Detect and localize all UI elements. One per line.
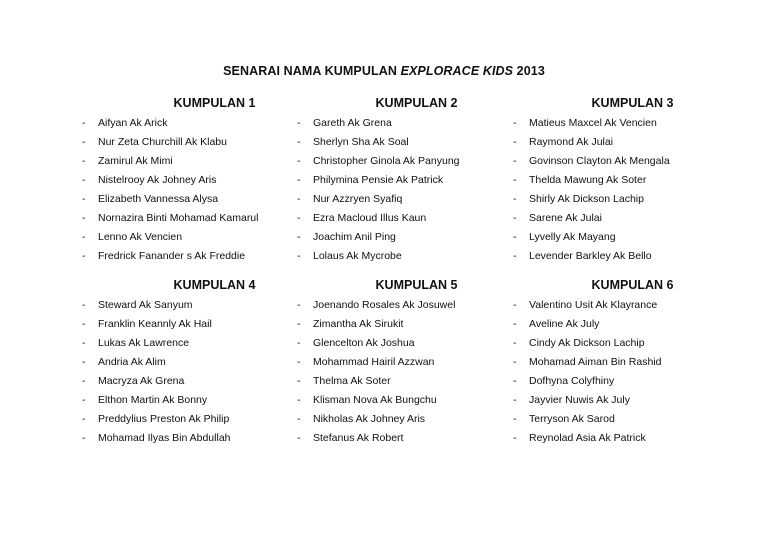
bullet-dash: - [513, 318, 517, 330]
bullet-dash: - [297, 212, 301, 224]
bullet-dash: - [297, 136, 301, 148]
member-name: Lyvelly Ak Mayang [529, 231, 616, 243]
member-name: Shirly Ak Dickson Lachip [529, 193, 644, 205]
member-name: Joenando Rosales Ak Josuwel [313, 299, 456, 311]
member-name: Mohammad Hairil Azzwan [313, 356, 435, 368]
member-name: Elthon Martin Ak Bonny [98, 394, 208, 406]
member-name: Reynolad Asia Ak Patrick [529, 432, 646, 444]
bullet-dash: - [513, 375, 517, 387]
group-title: KUMPULAN 3 [591, 96, 674, 110]
bullet-dash: - [82, 432, 86, 444]
member-name: Joachim Anil Ping [313, 231, 396, 243]
member-name: Sherlyn Sha Ak Soal [313, 136, 409, 148]
bullet-dash: - [82, 337, 86, 349]
bullet-dash: - [82, 212, 86, 224]
bullet-dash: - [513, 193, 517, 205]
title-year: 2013 [513, 64, 545, 78]
bullet-dash: - [513, 337, 517, 349]
bullet-dash: - [297, 250, 301, 262]
bullet-dash: - [513, 155, 517, 167]
bullet-dash: - [82, 174, 86, 186]
bullet-dash: - [82, 318, 86, 330]
bullet-dash: - [297, 413, 301, 425]
member-name: Levender Barkley Ak Bello [529, 250, 652, 262]
bullet-dash: - [297, 193, 301, 205]
member-name: Lolaus Ak Mycrobe [313, 250, 402, 262]
member-name: Aveline Ak July [529, 318, 600, 330]
bullet-dash: - [82, 375, 86, 387]
member-name: Lenno Ak Vencien [98, 231, 183, 243]
member-name: Thelma Ak Soter [313, 375, 391, 387]
member-name: Cindy Ak Dickson Lachip [529, 337, 645, 349]
bullet-dash: - [82, 299, 86, 311]
member-name: Glencelton Ak Joshua [313, 337, 415, 349]
bullet-dash: - [297, 375, 301, 387]
member-name: Stefanus Ak Robert [313, 432, 404, 444]
member-name: Christopher Ginola Ak Panyung [313, 155, 460, 167]
bullet-dash: - [513, 413, 517, 425]
bullet-dash: - [82, 356, 86, 368]
member-name: Nistelrooy Ak Johney Aris [98, 174, 217, 186]
member-name: Nikholas Ak Johney Aris [313, 413, 426, 425]
member-name: Matieus Maxcel Ak Vencien [529, 117, 657, 129]
bullet-dash: - [513, 394, 517, 406]
member-name: Gareth Ak Grena [313, 117, 392, 129]
member-name: Govinson Clayton Ak Mengala [529, 155, 670, 167]
bullet-dash: - [82, 231, 86, 243]
bullet-dash: - [297, 318, 301, 330]
member-name: Andria Ak Alim [98, 356, 166, 368]
member-name: Elizabeth Vannessa Alysa [98, 193, 219, 205]
page-title [0, 64, 768, 78]
member-name: Nur Zeta Churchill Ak Klabu [98, 136, 227, 148]
member-name: Ezra Macloud Illus Kaun [313, 212, 427, 224]
member-name: Sarene Ak Julai [529, 212, 602, 224]
bullet-dash: - [82, 155, 86, 167]
bullet-dash: - [513, 356, 517, 368]
bullet-dash: - [82, 250, 86, 262]
group-title: KUMPULAN 6 [591, 278, 674, 292]
bullet-dash: - [82, 136, 86, 148]
bullet-dash: - [297, 337, 301, 349]
bullet-dash: - [297, 356, 301, 368]
member-name: Steward Ak Sanyum [98, 299, 193, 311]
bullet-dash: - [297, 155, 301, 167]
bullet-dash: - [82, 394, 86, 406]
bullet-dash: - [513, 432, 517, 444]
member-name: Mohamad Aiman Bin Rashid [529, 356, 662, 368]
bullet-dash: - [297, 174, 301, 186]
member-name: Preddylius Preston Ak Philip [98, 413, 230, 425]
bullet-dash: - [297, 231, 301, 243]
bullet-dash: - [513, 231, 517, 243]
member-name: Valentino Usit Ak Klayrance [529, 299, 658, 311]
bullet-dash: - [297, 117, 301, 129]
group-title: KUMPULAN 1 [173, 96, 256, 110]
title-event-name: EXPLORACE KIDS [400, 64, 514, 78]
member-name: Macryza Ak Grena [98, 375, 185, 387]
bullet-dash: - [82, 117, 86, 129]
bullet-dash: - [297, 299, 301, 311]
bullet-dash: - [297, 394, 301, 406]
bullet-dash: - [513, 250, 517, 262]
member-name: Dofhyna Colyfhiny [529, 375, 615, 387]
bullet-dash: - [513, 212, 517, 224]
member-name: Aifyan Ak Arick [98, 117, 168, 129]
bullet-dash: - [513, 136, 517, 148]
member-name: Lukas Ak Lawrence [98, 337, 190, 349]
member-name: Franklin Keannly Ak Hail [98, 318, 212, 330]
member-name: Klisman Nova Ak Bungchu [313, 394, 437, 406]
group-title: KUMPULAN 2 [375, 96, 458, 110]
bullet-dash: - [513, 299, 517, 311]
bullet-dash: - [297, 432, 301, 444]
member-name: Fredrick Fanander s Ak Freddie [98, 250, 246, 262]
member-name: Philymina Pensie Ak Patrick [313, 174, 444, 186]
title-main: SENARAI NAMA KUMPULAN [223, 64, 401, 78]
bullet-dash: - [513, 174, 517, 186]
member-name: Raymond Ak Julai [529, 136, 614, 148]
member-name: Nur Azzryen Syafiq [313, 193, 403, 205]
group-title: KUMPULAN 4 [173, 278, 256, 292]
member-name: Zimantha Ak Sirukit [313, 318, 404, 330]
member-name: Jayvier Nuwis Ak July [529, 394, 630, 406]
bullet-dash: - [513, 117, 517, 129]
bullet-dash: - [82, 413, 86, 425]
bullet-dash: - [82, 193, 86, 205]
group-title: KUMPULAN 5 [375, 278, 458, 292]
member-name: Thelda Mawung Ak Soter [529, 174, 647, 186]
member-name: Zamirul Ak Mimi [98, 155, 173, 167]
member-name: Terryson Ak Sarod [529, 413, 615, 425]
member-name: Mohamad Ilyas Bin Abdullah [98, 432, 231, 444]
member-name: Nornazira Binti Mohamad Kamarul [98, 212, 259, 224]
